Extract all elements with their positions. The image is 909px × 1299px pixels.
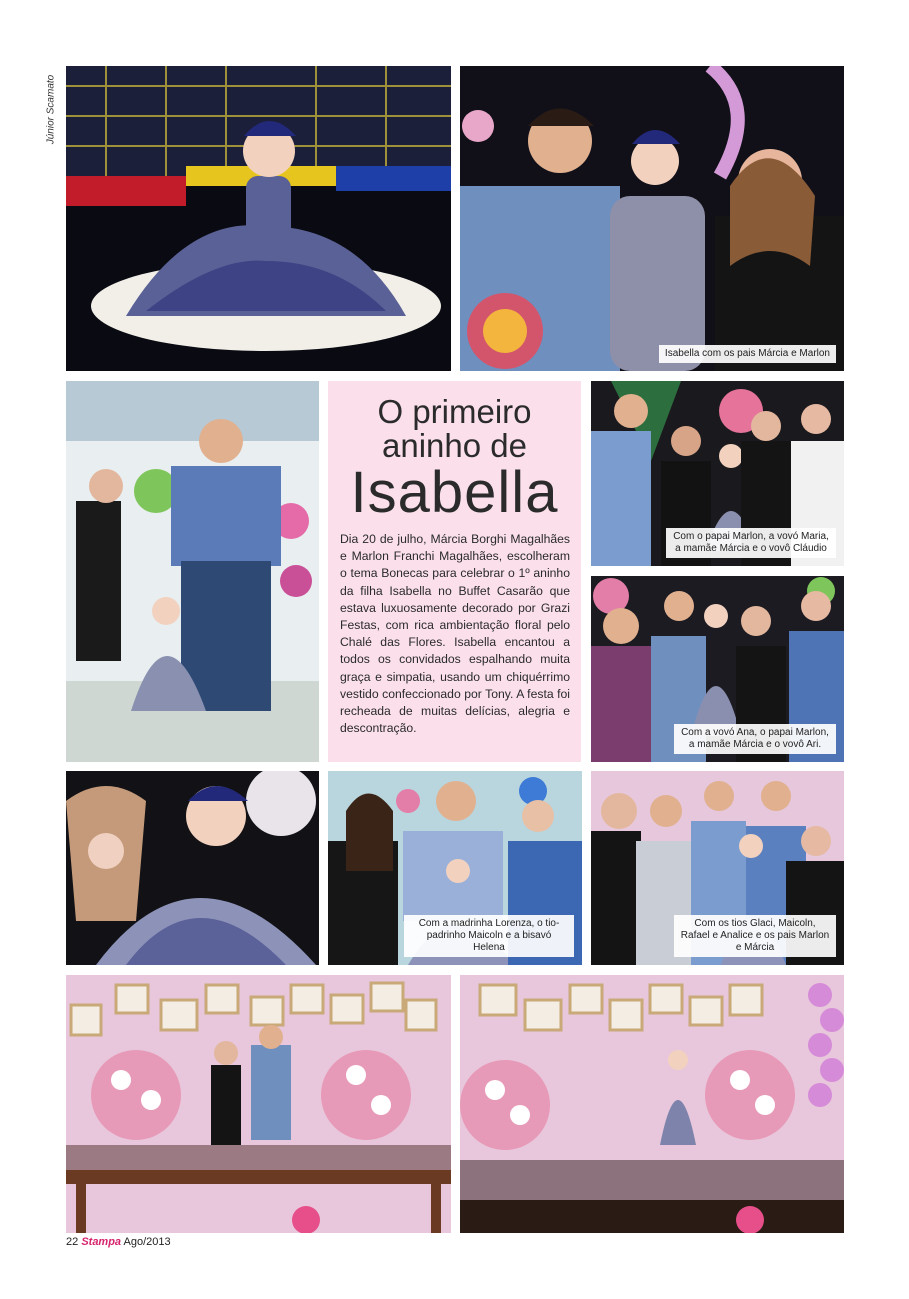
photo-party-table-family <box>66 975 451 1233</box>
page-footer <box>66 1236 171 1248</box>
photo-credit-text: Júnior Scamato <box>45 74 57 145</box>
photo-baby-sitting <box>66 66 451 371</box>
caption-grandparents-2: Com a vovó Ana, o papai Marlon, a mamãe Márcia e o vovô Ari. <box>674 724 836 754</box>
title-line-2: aninho de <box>382 427 527 464</box>
photo-credit <box>34 60 64 170</box>
issue-date: Ago/2013 <box>123 1236 171 1248</box>
title-line-3: Isabella <box>350 460 559 525</box>
photo-party-table <box>460 975 844 1233</box>
caption-grandparents-1: Com o papai Marlon, a vovó Maria, a mamãe Márcia e o vovô Cláudio <box>666 528 836 558</box>
caption-parents: Isabella com os pais Márcia e Marlon <box>659 345 836 363</box>
photo-family-walking <box>66 381 319 762</box>
photo-baby-with-doll <box>66 771 319 965</box>
photo-grandparents-2 <box>591 576 844 762</box>
photo-parents <box>460 66 844 371</box>
photo-grandparents-1 <box>591 381 844 566</box>
caption-uncles: Com os tios Glaci, Maicoln, Rafael e Analice e os pais Marlon e Márcia <box>674 915 836 957</box>
caption-godparents: Com a madrinha Lorenza, o tio-padrinho Maicoln e a bisavó Helena <box>404 915 574 957</box>
title-line-1: O primeiro <box>377 393 532 430</box>
photo-uncles <box>591 771 844 965</box>
photo-godparents <box>328 771 582 965</box>
article-panel <box>328 381 581 762</box>
magazine-name: Stampa <box>81 1236 122 1248</box>
page-number: 22 <box>66 1236 79 1248</box>
article-body: Dia 20 de julho, Márcia Borghi Magalhães e Marlon Franchi Magalhães, escolheram o tema Bonecas para celebrar o 1º aninho da filha Isabella no Buffet Casarão que estava luxuosamente decorado por Grazi Festas, com rica ambientação floral pelo Chalé das Flores. Isabella encantou a todos os convidados espalhando muita graça e simpatia, usando um chiquérrimo vestido confeccionado por Tony. A festa foi recheada de muitas delícias, alegria e descontração. <box>340 532 570 736</box>
